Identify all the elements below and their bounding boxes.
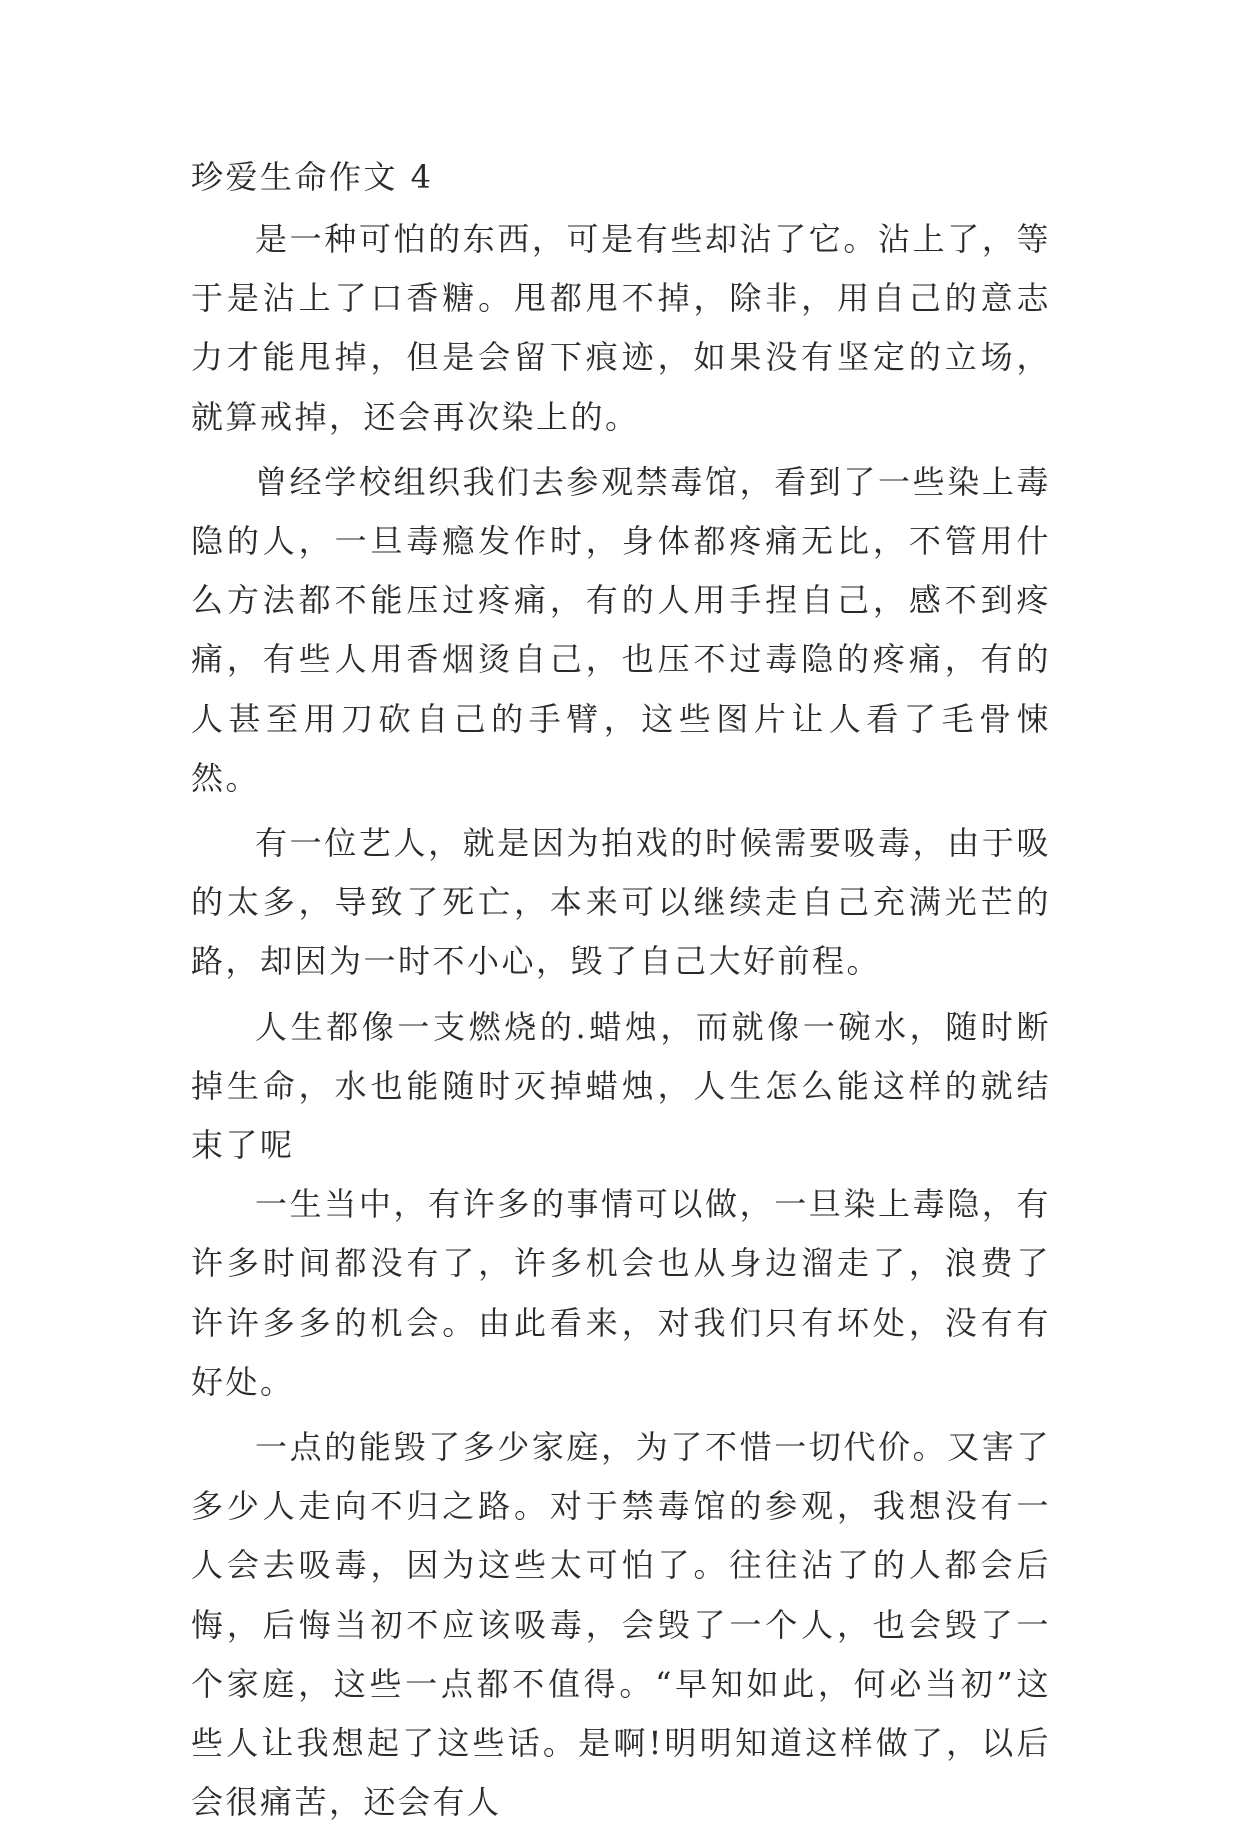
paragraph-6: 一点的能毁了多少家庭，为了不惜一切代价。又害了多少人走向不归之路。对于禁毒馆的参观，我想没有一人会去吸毒，因为这些太可怕了。往往沾了的人都会后悔，后悔当初不应该吸毒，会毁了一个人，也会毁了一个家庭，这些一点都不值得。“早知如此，何必当初”这些人让我想起了这些话。是啊!明明知道这样做了，以后会很痛苦，还会有人 bbox=[191, 1428, 1051, 1822]
document-page bbox=[191, 150, 1051, 1832]
paragraph-2: 曾经学校组织我们去参观禁毒馆，看到了一些染上毒隐的人，一旦毒瘾发作时，身体都疼痛无比，不管用什么方法都不能压过疼痛，有的人用手捏自己，感不到疼痛，有些人用香烟烫自己，也压不过毒隐的疼痛，有的人甚至用刀砍自己的手臂，这些图片让人看了毛骨悚然。 bbox=[191, 462, 1051, 797]
paragraph-1: 是一种可怕的东西，可是有些却沾了它。沾上了，等于是沾上了口香糖。甩都甩不掉，除非，用自己的意志力才能甩掉，但是会留下痕迹，如果没有坚定的立场，就算戒掉，还会再次染上的。 bbox=[191, 220, 1051, 436]
paragraph-5: 一生当中，有许多的事情可以做，一旦染上毒隐，有许多时间都没有了，许多机会也从身边溜走了，浪费了许许多多的机会。由此看来，对我们只有坏处，没有有好处。 bbox=[191, 1185, 1051, 1401]
paragraph-3: 有一位艺人，就是因为拍戏的时候需要吸毒，由于吸的太多，导致了死亡，本来可以继续走自己充满光芒的路，却因为一时不小心，毁了自己大好前程。 bbox=[191, 824, 1051, 981]
document-title: 珍爱生命作文 4 bbox=[191, 158, 434, 196]
paragraph-4: 人生都像一支燃烧的.蜡烛，而就像一碗水，随时断掉生命，水也能随时灭掉蜡烛，人生怎么能这样的就结束了呢 bbox=[191, 1007, 1051, 1165]
